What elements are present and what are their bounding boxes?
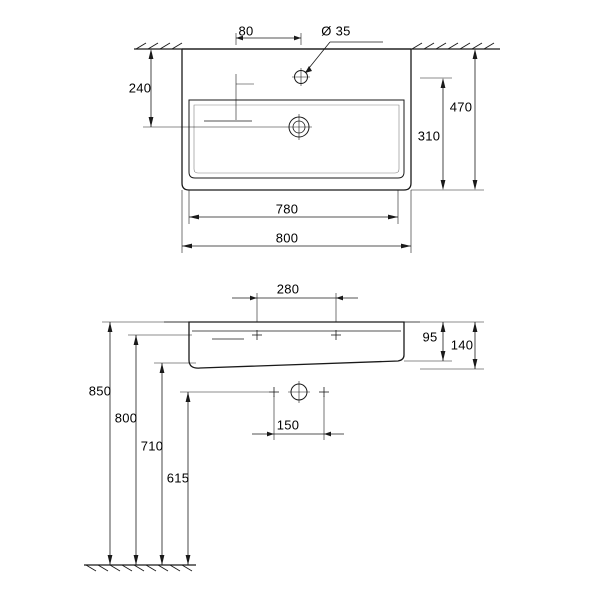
dimension-label-240: 240	[128, 80, 152, 96]
dimension-label-710: 710	[140, 438, 164, 454]
dimension-label-140: 140	[450, 337, 474, 353]
dimension-label-310: 310	[417, 128, 441, 144]
dimension-label-615: 615	[166, 470, 190, 486]
dimension-label-800-top: 800	[275, 230, 299, 246]
dimension-label-95: 95	[422, 329, 438, 345]
dimension-label-80: 80	[238, 23, 254, 39]
dimension-label-470: 470	[449, 99, 473, 115]
dimension-label-780: 780	[275, 201, 299, 217]
dimension-label-dia35: Ø 35	[321, 23, 351, 39]
dimension-label-850: 850	[88, 383, 112, 399]
dimension-label-150: 150	[276, 417, 300, 433]
dimension-label-800-front: 800	[114, 410, 138, 426]
dimension-label-280: 280	[276, 281, 300, 297]
top-view-group	[134, 33, 500, 253]
